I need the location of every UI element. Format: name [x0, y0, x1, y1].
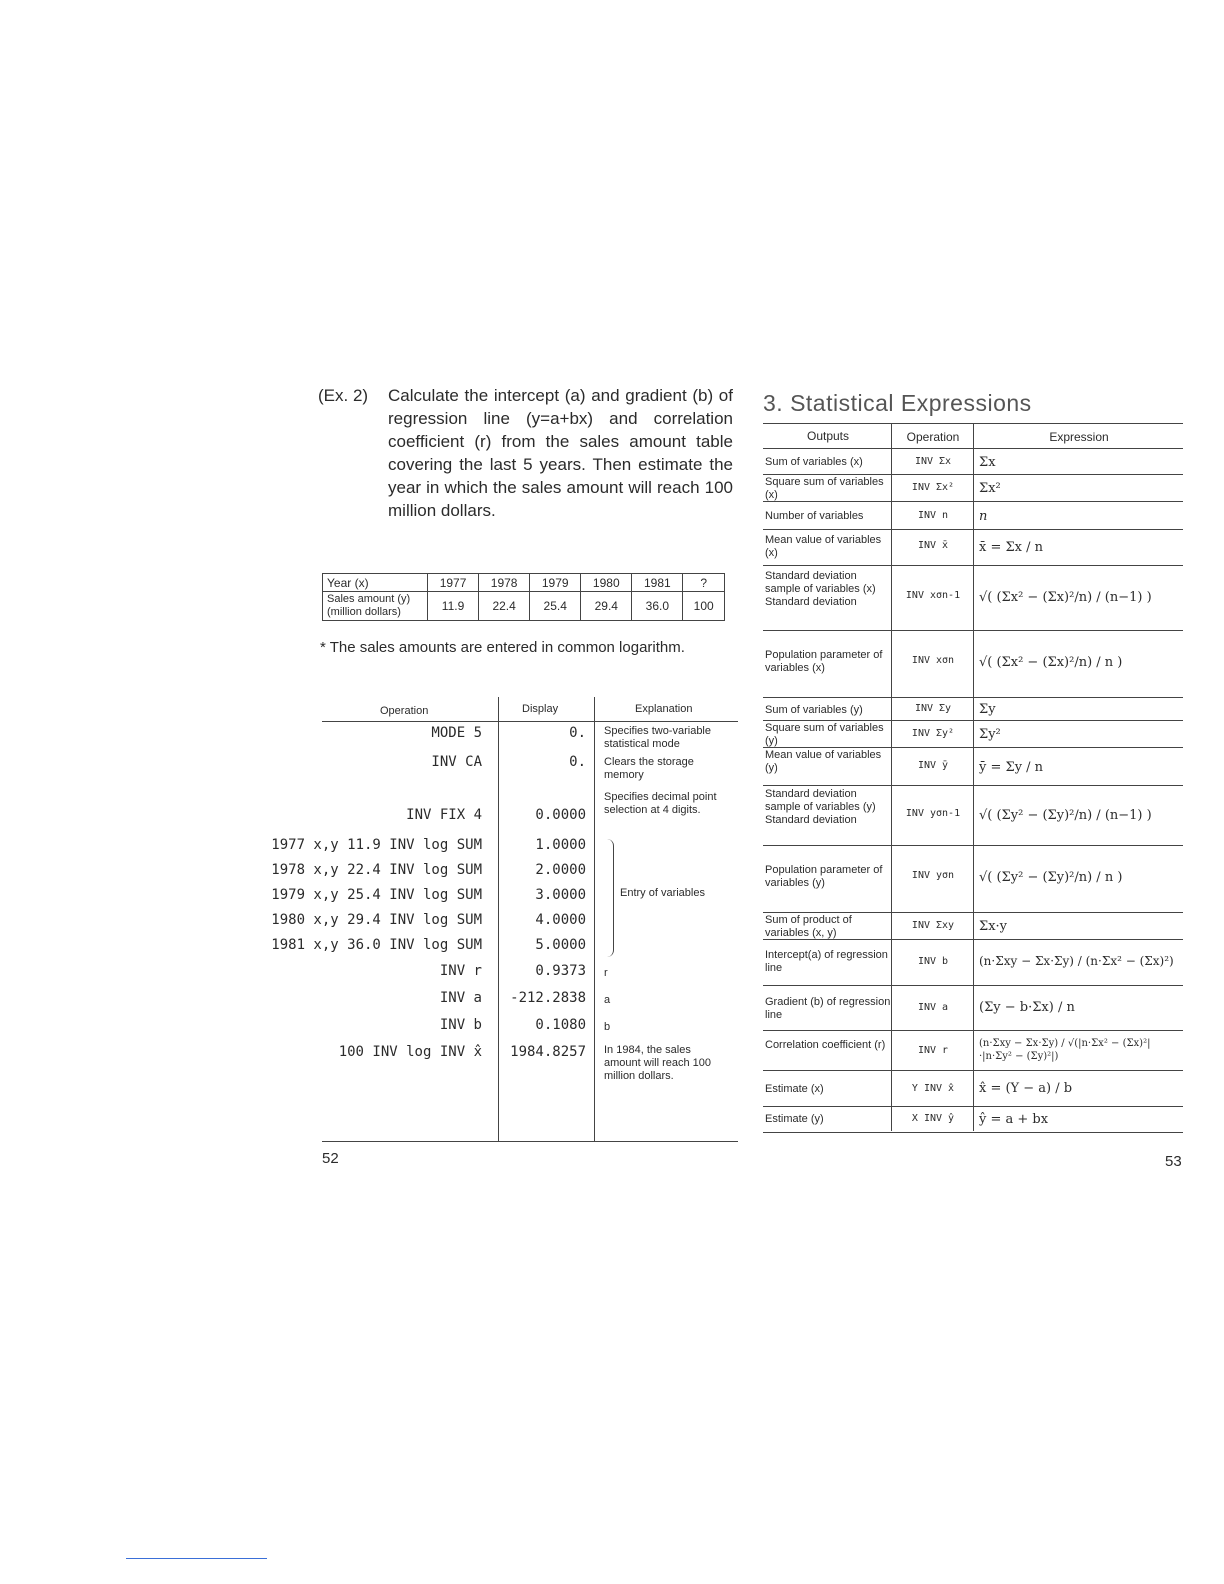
expression: √( (Σx² − (Σx)²/n) / (n−1) ): [979, 590, 1152, 605]
table-row: [322, 963, 738, 985]
table-cell: 25.4: [530, 592, 581, 621]
output-label: Sum of variables (x): [765, 456, 863, 468]
output-label: Estimate (y): [765, 1113, 824, 1125]
table-cell: 29.4: [581, 592, 632, 621]
explanation: b: [604, 1021, 611, 1033]
key-sequence: INV FIX 4: [406, 807, 482, 823]
table-cell: 100: [683, 592, 725, 621]
explanation: Clears the storage memory: [604, 756, 694, 781]
key-sequence: INV b: [439, 1017, 482, 1033]
section-title: 3. Statistical Expressions: [763, 390, 1032, 416]
table-row: [763, 720, 1183, 748]
output-label: Number of variables: [765, 510, 864, 522]
brace: [607, 839, 614, 957]
header-expression: Expression: [1049, 430, 1109, 444]
output-label: Population parameter of variables (x): [765, 649, 883, 674]
expression: √( (Σy² − (Σy)²/n) / (n−1) ): [979, 808, 1152, 823]
table-row: [323, 574, 725, 592]
table-row: [271, 862, 738, 884]
output-label: Standard deviation sample of variables (x) Standard deviation: [765, 570, 876, 608]
output-label: Sum of variables (y): [765, 704, 863, 716]
table-row: [763, 939, 1183, 986]
operation-keys: X INV ŷ: [911, 1113, 955, 1124]
table-row: [271, 887, 738, 909]
explanation: a: [604, 994, 611, 1006]
key-sequence: 1979 x,y 25.4 INV log SUM: [271, 887, 482, 903]
divider: [322, 721, 738, 722]
expression: Σy²: [979, 727, 1001, 742]
table-row: [271, 837, 738, 859]
explanation: Specifies decimal point selection at 4 digits.: [604, 791, 717, 816]
table-row: [322, 725, 738, 750]
expression: (Σy − b·Σx) / n: [979, 1000, 1075, 1015]
table-cell: ?: [683, 574, 725, 592]
expression: ŷ = a + bx: [979, 1112, 1049, 1127]
output-label: Intercept(a) of regression line: [765, 949, 888, 974]
display-value: 0.1080: [535, 1017, 586, 1033]
output-label: Gradient (b) of regression line: [765, 996, 891, 1021]
operation-keys: INV Σxy: [911, 920, 955, 931]
display-value: -212.2838: [510, 990, 586, 1006]
table-row: [763, 747, 1183, 786]
operation-keys: INV a: [917, 1002, 949, 1013]
table-row: [763, 985, 1183, 1031]
expression: √( (Σy² − (Σy)²/n) / n ): [979, 870, 1123, 885]
output-label: Population parameter of variables (y): [765, 864, 883, 889]
operation-keys: INV yσn: [911, 870, 955, 881]
sales-row-label: Year (x): [323, 574, 428, 592]
table-row: [271, 912, 738, 934]
table-row: [763, 1070, 1183, 1107]
expression: (n·Σxy − Σx·Σy) / √(|n·Σx² − (Σx)²|·|n·Σy² − (Σy)²|): [979, 1038, 1151, 1062]
op-header-explanation: Explanation: [635, 703, 693, 715]
display-value: 0.9373: [535, 963, 586, 979]
output-label: Mean value of variables (y): [765, 749, 882, 774]
display-value: 1.0000: [535, 837, 586, 853]
operation-keys: INV x̄: [917, 540, 949, 551]
table-row: [322, 1017, 738, 1039]
operation-keys: INV n: [917, 510, 949, 521]
display-value: 3.0000: [535, 887, 586, 903]
header-outputs: Outputs: [806, 429, 850, 443]
table-header: [763, 423, 1183, 449]
example-block: [318, 384, 733, 522]
operation-table: [271, 697, 738, 1142]
explanation: In 1984, the sales amount will reach 100 million dollars.: [604, 1044, 712, 1082]
operation-keys: INV ȳ: [917, 760, 949, 771]
display-value: 5.0000: [535, 937, 586, 953]
example-text: Calculate the intercept (a) and gradient (b) of regression line (y=a+bx) and correlation coefficient (r) from the sales amount table covering the last 5 years. Then estimate the year in which the sales amount will reach 100 million dollars.: [388, 386, 733, 520]
display-value: 0.0000: [535, 807, 586, 823]
expression: Σx: [979, 455, 996, 470]
explanation: Entry of variables: [620, 887, 705, 899]
output-label: Standard deviation sample of variables (y) Standard deviation: [765, 788, 876, 826]
example-label: (Ex. 2): [318, 386, 369, 405]
table-row: [323, 592, 725, 621]
header-operation: Operation: [906, 430, 960, 444]
operation-keys: INV xσn-1: [905, 590, 961, 601]
operation-keys: INV b: [917, 956, 949, 967]
sales-row-label: Sales amount (y) (million dollars): [323, 592, 428, 621]
key-sequence: 1980 x,y 29.4 INV log SUM: [271, 912, 482, 928]
expression: Σx²: [979, 481, 1001, 496]
expression: Σy: [979, 702, 996, 717]
output-label: Mean value of variables (x): [765, 534, 882, 559]
key-sequence: 1981 x,y 36.0 INV log SUM: [271, 937, 482, 953]
expression: √( (Σx² − (Σx)²/n) / n ): [979, 655, 1123, 670]
expression: Σx·y: [979, 919, 1007, 934]
operation-keys: INV Σx: [914, 456, 952, 467]
table-row: [763, 474, 1183, 502]
table-row: [763, 630, 1183, 698]
explanation: Specifies two-variable statistical mode: [604, 725, 711, 750]
operation-keys: INV Σy: [914, 703, 952, 714]
operation-keys: INV yσn-1: [905, 808, 961, 819]
table-row: [763, 697, 1183, 721]
stray-line: [126, 1558, 267, 1559]
table-cell: 11.9: [428, 592, 479, 621]
table-cell: 1980: [581, 574, 632, 592]
key-sequence: MODE 5: [431, 725, 482, 741]
expression: x̄ = Σx / n: [979, 540, 1044, 555]
table-row: [763, 1106, 1183, 1133]
output-label: Estimate (x): [765, 1083, 824, 1095]
table-row: [763, 785, 1183, 846]
table-row: [763, 501, 1183, 530]
expression: (n·Σxy − Σx·Σy) / (n·Σx² − (Σx)²): [979, 954, 1174, 968]
display-value: 0.: [569, 725, 586, 741]
operation-keys: INV xσn: [911, 655, 955, 666]
display-value: 1984.8257: [510, 1044, 586, 1060]
note-text: * The sales amounts are entered in common logarithm.: [320, 639, 685, 656]
table-row: [322, 990, 738, 1012]
display-value: 0.: [569, 754, 586, 770]
output-label: Correlation coefficient (r): [765, 1039, 886, 1051]
table-row: [763, 1030, 1183, 1071]
sales-table: [322, 573, 725, 621]
table-cell: 1977: [428, 574, 479, 592]
table-row: [322, 791, 738, 829]
operation-keys: INV Σx²: [911, 482, 955, 493]
key-sequence: INV CA: [431, 754, 482, 770]
table-cell: 22.4: [479, 592, 530, 621]
table-row: [763, 565, 1183, 631]
output-label: Sum of product of variables (x, y): [765, 914, 852, 939]
output-label: Square sum of variables (y): [765, 722, 884, 747]
table-cell: 1978: [479, 574, 530, 592]
page-number-left: 52: [322, 1150, 339, 1167]
display-value: 4.0000: [535, 912, 586, 928]
key-sequence: INV r: [439, 963, 482, 979]
table-row: [271, 937, 738, 959]
table-row: [763, 448, 1183, 475]
table-row: [322, 754, 738, 781]
table-row: [763, 845, 1183, 913]
operation-keys: Y INV x̂: [911, 1083, 955, 1094]
op-header-operation: Operation: [380, 705, 429, 717]
expression: ȳ = Σy / n: [979, 760, 1044, 775]
key-sequence: 100 INV log INV x̂: [338, 1044, 482, 1060]
op-header-display: Display: [522, 703, 559, 715]
page-number-right: 53: [1165, 1153, 1182, 1170]
operation-keys: INV r: [917, 1045, 949, 1056]
key-sequence: INV a: [439, 990, 482, 1006]
table-row: [763, 912, 1183, 940]
display-value: 2.0000: [535, 862, 586, 878]
table-cell: 1979: [530, 574, 581, 592]
table-cell: 1981: [632, 574, 683, 592]
table-cell: 36.0: [632, 592, 683, 621]
key-sequence: 1977 x,y 11.9 INV log SUM: [271, 837, 482, 853]
explanation: r: [604, 967, 608, 979]
key-sequence: 1978 x,y 22.4 INV log SUM: [271, 862, 482, 878]
table-row: [763, 529, 1183, 566]
output-label: Square sum of variables (x): [765, 476, 884, 501]
expression-table: [763, 423, 1183, 1131]
table-row: [322, 1044, 738, 1082]
expression: x̂ = (Y − a) / b: [979, 1081, 1073, 1096]
operation-keys: INV Σy²: [911, 728, 955, 739]
expression: n: [979, 509, 988, 524]
